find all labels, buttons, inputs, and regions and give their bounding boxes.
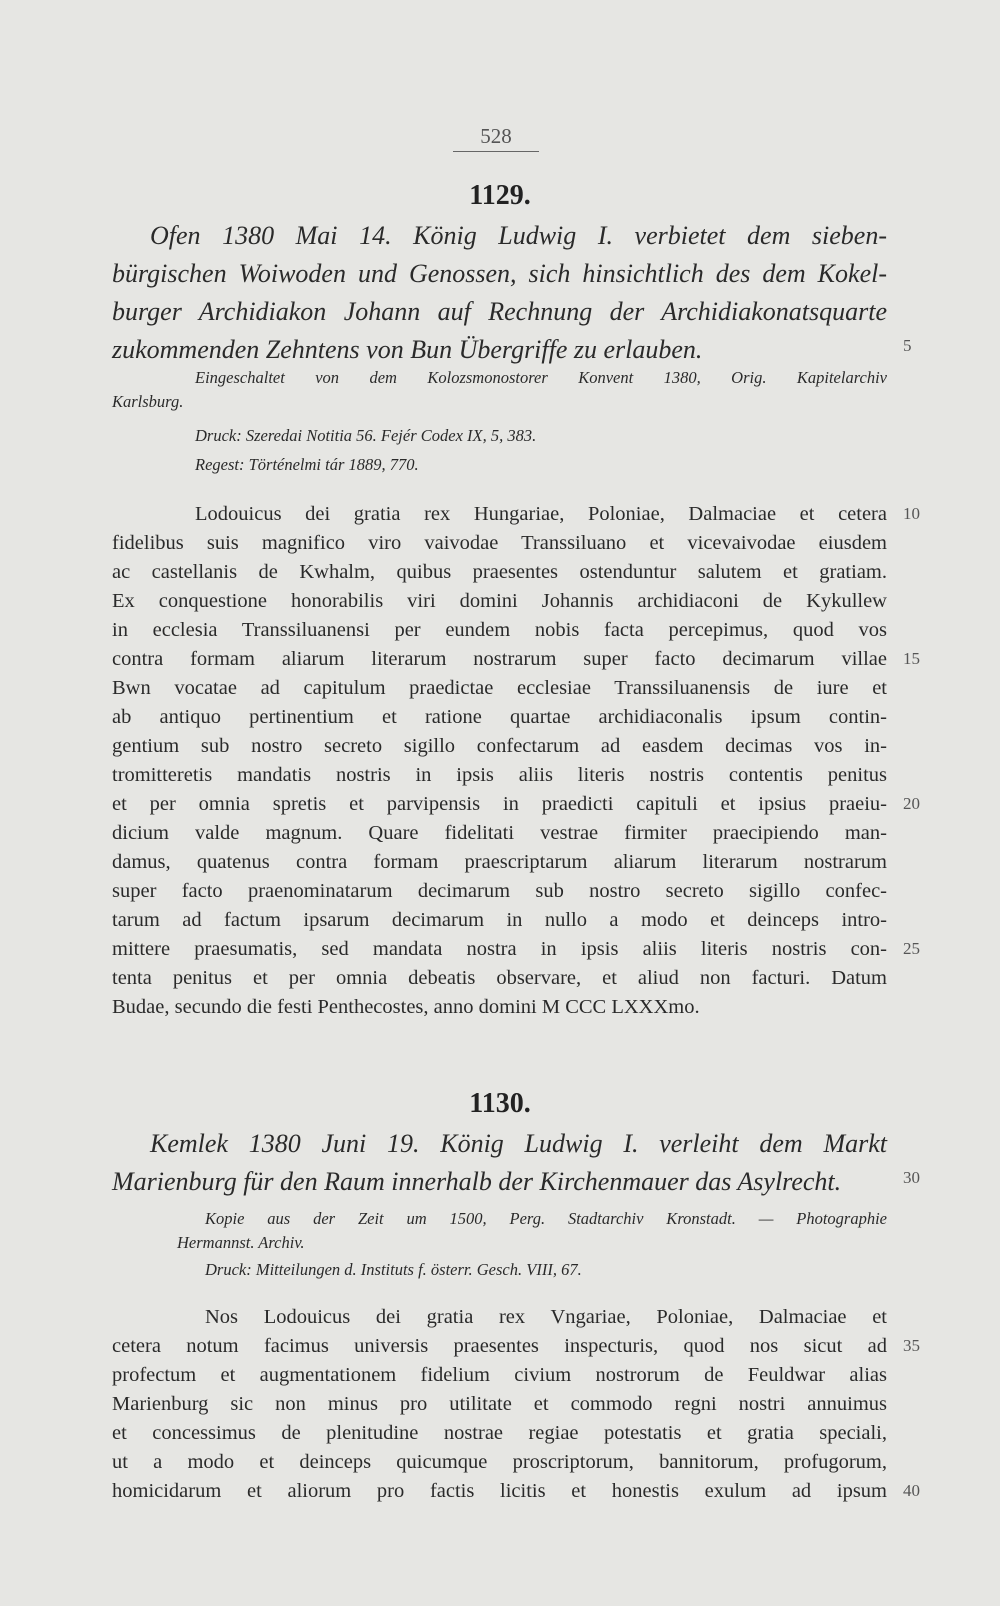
text-line: Budae, secundo die festi Penthecostes, anno domini M CCC LXXXmo.: [112, 996, 700, 1018]
text-line: dicium valde magnum. Quare fidelitati vestrae firmiter praecipiendo man-: [112, 822, 887, 844]
text-line: profectum et augmentationem fidelium civium nostrorum de Feuldwar alias: [112, 1364, 887, 1386]
page-number: 528: [453, 124, 539, 152]
text-line: mittere praesumatis, sed mandata nostra in ipsis aliis literis nostris con-: [112, 938, 887, 960]
line-number: 10: [903, 504, 920, 523]
text-line: super facto praenominatarum decimarum sub nostro secreto sigillo confec-: [112, 880, 887, 902]
text-line: tarum ad factum ipsarum decimarum in nullo a modo et deinceps intro-: [112, 909, 887, 931]
heading-line: Marienburg für den Raum innerhalb der Kirchenmauer das Asylrecht.: [112, 1167, 842, 1196]
line-number: 40: [903, 1481, 920, 1500]
line-number: 5: [903, 336, 912, 355]
text-line: et per omnia spretis et parvipensis in praedicti capituli et ipsius praeiu-: [112, 793, 887, 815]
source-note-line: Karlsburg.: [112, 392, 184, 411]
line-number: 25: [903, 939, 920, 958]
text-line: homicidarum et aliorum pro factis licitis et honestis exulum ad ipsum: [112, 1480, 887, 1502]
print-reference: Druck: Szeredai Notitia 56. Fejér Codex IX, 5, 383.: [195, 426, 537, 445]
heading-line: Ofen 1380 Mai 14. König Ludwig I. verbietet dem sieben-: [150, 221, 887, 250]
line-number: 30: [903, 1168, 920, 1187]
line-number: 20: [903, 794, 920, 813]
text-line: tenta penitus et per omnia debeatis observare, et aliud non facturi. Datum: [112, 967, 887, 989]
heading-line: zukommenden Zehntens von Bun Übergriffe zu erlauben.: [112, 335, 703, 364]
text-line: Marienburg sic non minus pro utilitate et commodo regni nostri annuimus: [112, 1393, 887, 1415]
heading-line: Kemlek 1380 Juni 19. König Ludwig I. verleiht dem Markt: [150, 1129, 887, 1158]
print-reference: Druck: Mitteilungen d. Instituts f. österr. Gesch. VIII, 67.: [205, 1260, 582, 1279]
heading-line: bürgischen Woiwoden und Genossen, sich hinsichtlich des dem Kokel-: [112, 259, 887, 288]
text-line: cetera notum facimus universis praesentes inspecturis, quod nos sicut ad: [112, 1335, 887, 1357]
text-line: tromitteretis mandatis nostris in ipsis aliis literis nostris contentis penitus: [112, 764, 887, 786]
text-line: ut a modo et deinceps quicumque proscriptorum, bannitorum, profugorum,: [112, 1451, 887, 1473]
text-line: in ecclesia Transsiluanensi per eundem nobis facta percepimus, quod vos: [112, 619, 887, 641]
text-line: contra formam aliarum literarum nostrarum super facto decimarum villae: [112, 648, 887, 670]
text-line: Lodouicus dei gratia rex Hungariae, Poloniae, Dalmaciae et cetera: [195, 503, 887, 525]
text-line: fidelibus suis magnifico viro vaivodae Transsiluano et vicevaivodae eiusdem: [112, 532, 887, 554]
text-line: et concessimus de plenitudine nostrae regiae potestatis et gratia speciali,: [112, 1422, 887, 1444]
text-line: Nos Lodouicus dei gratia rex Vngariae, Poloniae, Dalmaciae et: [205, 1306, 887, 1328]
source-note-line: Eingeschaltet von dem Kolozsmonostorer Konvent 1380, Orig. Kapitelarchiv: [195, 368, 887, 387]
text-line: ab antiquo pertinentium et ratione quartae archidiaconalis ipsum contin-: [112, 706, 887, 728]
document-number: 1130.: [469, 1088, 531, 1119]
text-line: damus, quatenus contra formam praescriptarum aliarum literarum nostrarum: [112, 851, 887, 873]
document-number: 1129.: [469, 180, 531, 211]
text-line: Ex conquestione honorabilis viri domini Johannis archidiaconi de Kykullew: [112, 590, 887, 612]
heading-line: burger Archidiakon Johann auf Rechnung der Archidiakonatsquarte: [112, 297, 887, 326]
text-line: ac castellanis de Kwhalm, quibus praesentes ostenduntur salutem et gratiam.: [112, 561, 887, 583]
text-line: gentium sub nostro secreto sigillo confectarum ad easdem decimas vos in-: [112, 735, 887, 757]
line-number: 35: [903, 1336, 920, 1355]
regest-reference: Regest: Történelmi tár 1889, 770.: [195, 455, 419, 474]
source-note-line: Kopie aus der Zeit um 1500, Perg. Stadtarchiv Kronstadt. — Photographie: [205, 1209, 887, 1228]
text-line: Bwn vocatae ad capitulum praedictae ecclesiae Transsiluanensis de iure et: [112, 677, 887, 699]
line-number: 15: [903, 649, 920, 668]
source-note-line: Hermannst. Archiv.: [177, 1233, 305, 1252]
